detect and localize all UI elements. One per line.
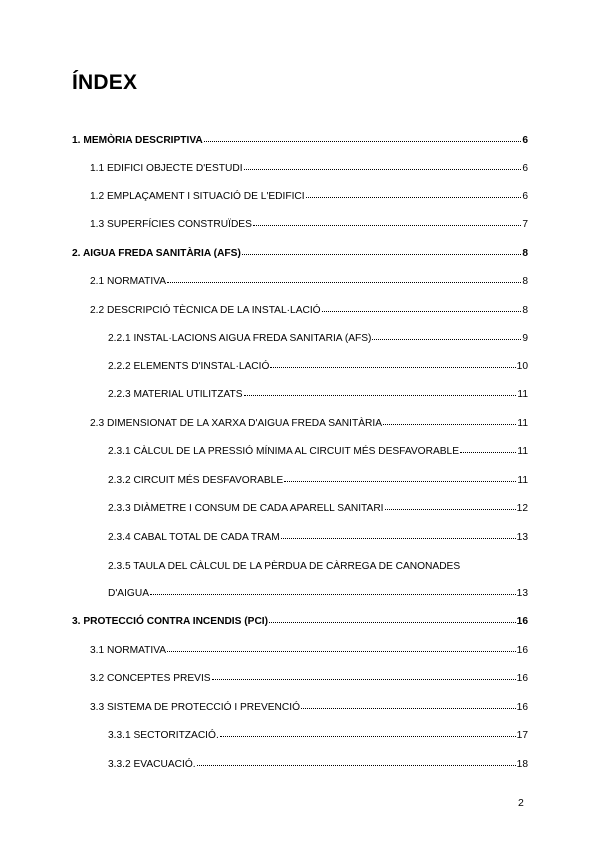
toc-entry[interactable] <box>72 246 528 260</box>
toc-entry-page: 8 <box>522 305 528 316</box>
dot-leader <box>383 415 516 425</box>
toc-entry-page: 18 <box>516 759 528 770</box>
toc-entry[interactable] <box>90 416 528 430</box>
toc-entry-label: 3.3.2 EVACUACIÓ. <box>108 759 196 770</box>
toc-entry[interactable] <box>108 331 528 345</box>
dot-leader <box>150 585 516 595</box>
toc-entry-label: 2.3.4 CABAL TOTAL DE CADA TRAM <box>108 532 280 543</box>
toc-entry-page: 13 <box>516 588 528 599</box>
toc-entry[interactable] <box>108 444 528 458</box>
dot-leader <box>253 216 521 226</box>
toc-entry-label: 2.3.2 CIRCUIT MÉS DESFAVORABLE <box>108 475 284 486</box>
toc-entry-page: 6 <box>522 135 528 146</box>
toc-entry-page: 11 <box>517 446 528 457</box>
toc-entry[interactable] <box>90 161 528 175</box>
toc-entry[interactable] <box>90 700 528 714</box>
toc-entry[interactable] <box>90 303 528 317</box>
toc-entry[interactable] <box>90 217 528 231</box>
toc-entry-page: 9 <box>522 333 528 344</box>
toc-entry-page: 11 <box>517 475 528 486</box>
toc-entry-page: 7 <box>522 219 528 230</box>
dot-leader <box>220 727 516 737</box>
dot-leader <box>269 613 516 623</box>
dot-leader <box>284 472 516 482</box>
toc-entry[interactable] <box>108 501 528 515</box>
toc-entry-page: 6 <box>522 163 528 174</box>
dot-leader <box>281 529 516 539</box>
dot-leader <box>301 699 516 709</box>
toc-entry-label: 2.2.3 MATERIAL UTILITZATS <box>108 389 243 400</box>
toc-entry[interactable] <box>90 274 528 288</box>
dot-leader <box>204 132 522 142</box>
toc-entry-label: 2.2.2 ELEMENTS D'INSTAL·LACIÓ <box>108 361 270 372</box>
toc-entry-page: 12 <box>516 503 528 514</box>
toc-entry-page: 13 <box>516 532 528 543</box>
toc-entry[interactable] <box>90 643 528 657</box>
toc-entry-label: 2.3 DIMENSIONAT DE LA XARXA D'AIGUA FREDA SANITÀRIA <box>90 418 382 429</box>
toc-entry-page: 16 <box>516 645 528 656</box>
dot-leader <box>460 443 516 453</box>
dot-leader <box>212 670 516 680</box>
toc-entry[interactable] <box>108 359 528 373</box>
toc-entry-page: 17 <box>516 730 528 741</box>
toc-entry-label: 3.2 CONCEPTES PREVIS <box>90 673 211 684</box>
toc-entry-label: 3.3.1 SECTORITZACIÓ. <box>108 730 219 741</box>
dot-leader <box>167 273 521 283</box>
dot-leader <box>385 500 516 510</box>
dot-leader <box>372 330 521 340</box>
toc-entry-label: 2.1 NORMATIVA <box>90 276 167 287</box>
toc-entry-label: 1.3 SUPERFÍCIES CONSTRUÏDES <box>90 219 252 230</box>
toc-entry-page: 11 <box>517 418 528 429</box>
toc-entry-page: 8 <box>522 248 528 259</box>
toc-entry-page: 10 <box>516 361 528 372</box>
toc-entry-label: 3.1 NORMATIVA <box>90 645 167 656</box>
toc-entry[interactable] <box>108 728 528 742</box>
toc-entry-page: 6 <box>522 191 528 202</box>
toc-entry-label: 1.1 EDIFICI OBJECTE D'ESTUDI <box>90 163 243 174</box>
toc-entry-label[interactable]: 2.3.5 TAULA DEL CÀLCUL DE LA PÈRDUA DE CÀRREGA DE CANONADES <box>108 561 461 572</box>
dot-leader <box>306 188 522 198</box>
toc-entry-label: 3. PROTECCIÓ CONTRA INCENDIS (PCI) <box>72 616 269 627</box>
toc-entry-label-continuation: D'AIGUA <box>108 588 150 599</box>
toc-entry[interactable] <box>72 614 528 628</box>
dot-leader <box>167 642 516 652</box>
toc-entry-page: 16 <box>516 616 528 627</box>
toc-entry-page: 11 <box>517 389 528 400</box>
toc-entry-label: 2.3.3 DIÀMETRE I CONSUM DE CADA APARELL SANITARI <box>108 503 384 514</box>
toc-entry-label: 2.3.1 CÀLCUL DE LA PRESSIÓ MÍNIMA AL CIRCUIT MÉS DESFAVORABLE <box>108 446 460 457</box>
dot-leader <box>270 358 515 368</box>
dot-leader <box>244 386 517 396</box>
dot-leader <box>244 160 522 170</box>
dot-leader <box>242 245 521 255</box>
toc-entry[interactable] <box>108 473 528 487</box>
toc-entry-label: 2. AIGUA FREDA SANITÀRIA (AFS) <box>72 248 241 259</box>
dot-leader <box>197 756 516 766</box>
toc-entry-label: 1. MEMÒRIA DESCRIPTIVA <box>72 135 203 146</box>
toc-entry-page: 8 <box>522 276 528 287</box>
toc-entry[interactable] <box>108 530 528 544</box>
toc-entry[interactable] <box>108 387 528 401</box>
toc-entry-page: 16 <box>516 673 528 684</box>
toc-entry-label: 2.2.1 INSTAL·LACIONS AIGUA FREDA SANITARIA (AFS) <box>108 333 372 344</box>
toc-entry[interactable] <box>90 189 528 203</box>
page-title: ÍNDEX <box>72 71 138 94</box>
toc-entry[interactable] <box>90 671 528 685</box>
toc-entry[interactable] <box>72 133 528 147</box>
toc-entry-page: 16 <box>516 702 528 713</box>
toc-entry-label: 3.3 SISTEMA DE PROTECCIÓ I PREVENCIÓ <box>90 702 301 713</box>
toc-entry[interactable] <box>108 586 528 600</box>
toc-entry[interactable] <box>108 757 528 771</box>
toc-entry-label: 1.2 EMPLAÇAMENT I SITUACIÓ DE L'EDIFICI <box>90 191 305 202</box>
toc-entry-label: 2.2 DESCRIPCIÓ TÈCNICA DE LA INSTAL·LACIÓ <box>90 305 321 316</box>
page-number: 2 <box>518 797 524 809</box>
dot-leader <box>322 302 522 312</box>
